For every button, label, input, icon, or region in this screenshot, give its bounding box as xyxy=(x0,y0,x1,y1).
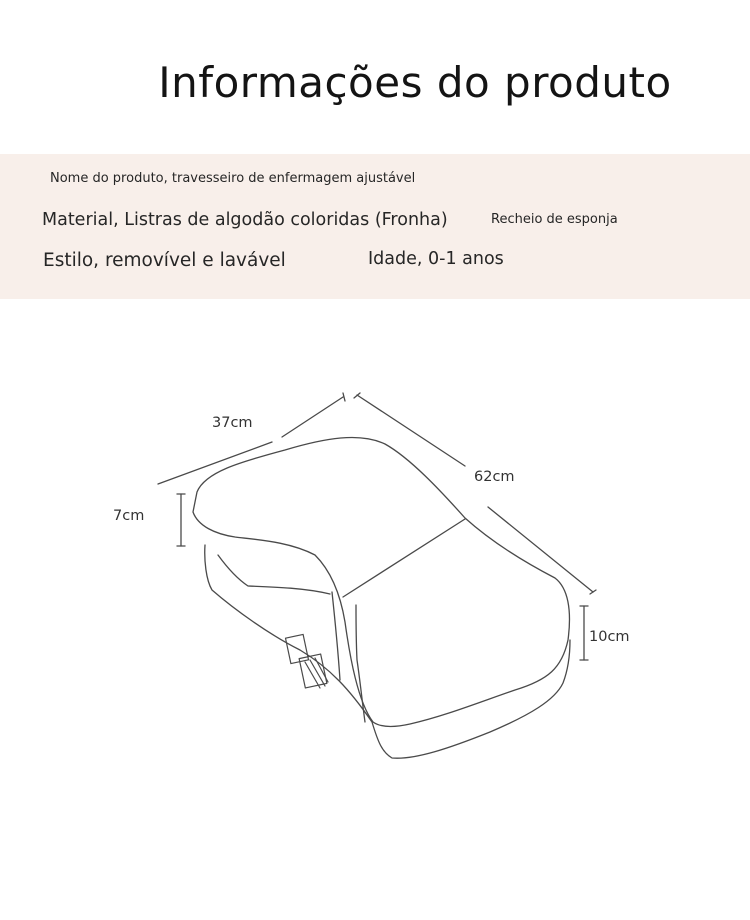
pillow-center-seam xyxy=(343,519,465,597)
style-text: Estilo, removível e lavável xyxy=(43,250,286,271)
length-dimension-line xyxy=(354,393,596,594)
page-title: Informações do produto xyxy=(158,58,672,107)
base-height-label: 10cm xyxy=(589,629,630,645)
material-text: Material, Listras de algodão coloridas (Fronha) xyxy=(42,210,448,230)
top-height-label: 7cm xyxy=(113,508,145,524)
buckle-icon xyxy=(285,634,328,688)
length-label: 62cm xyxy=(474,469,515,485)
base-height-dimension-line xyxy=(580,606,588,660)
top-height-dimension-line xyxy=(177,494,185,546)
filling-text: Recheio de esponja xyxy=(491,212,618,227)
width-label: 37cm xyxy=(212,415,253,431)
age-text: Idade, 0-1 anos xyxy=(368,249,504,269)
product-name-text: Nome do produto, travesseiro de enfermagem ajustável xyxy=(50,171,416,186)
width-dimension-line xyxy=(158,393,345,484)
pillow-side-panel xyxy=(332,592,340,680)
pillow-base-inner-line xyxy=(218,555,330,594)
